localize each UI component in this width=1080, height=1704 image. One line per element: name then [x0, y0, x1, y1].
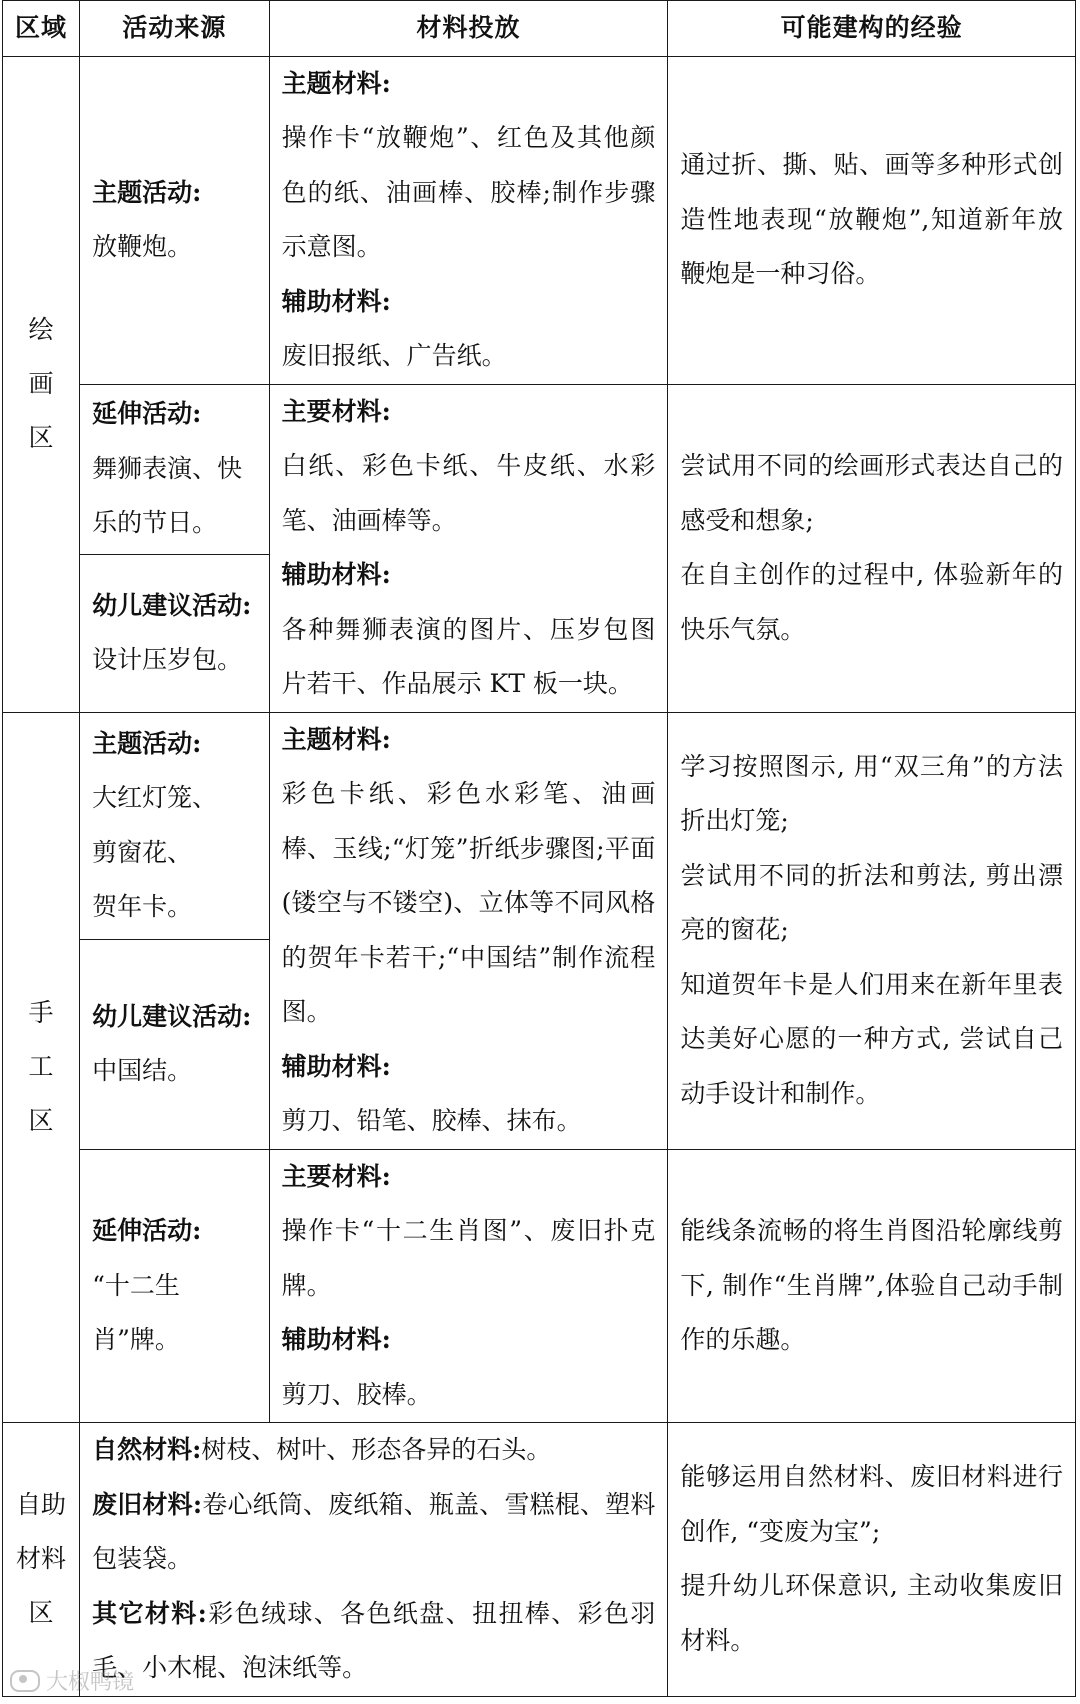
area-char: 区	[28, 1598, 54, 1628]
materials-cell	[269, 1149, 668, 1423]
materials-cell	[269, 712, 668, 1149]
materials-label: 辅助材料:	[281, 286, 391, 316]
area-drawing	[3, 56, 80, 712]
area-char: 材料	[16, 1544, 67, 1574]
header-area: 区域	[3, 1, 80, 57]
watermark-text: 大椒鸭镜	[46, 1670, 135, 1695]
source-label: 主题活动:	[92, 728, 202, 758]
header-experience: 可能建构的经验	[668, 1, 1076, 57]
header-materials: 材料投放	[269, 1, 668, 57]
materials-cell	[80, 1423, 668, 1697]
watermark-logo-icon	[10, 1670, 40, 1692]
materials-cell	[269, 384, 668, 712]
source-label: 幼儿建议活动:	[92, 1001, 252, 1031]
table-row	[3, 1149, 1076, 1423]
experience-cell	[668, 384, 1076, 712]
watermark	[10, 1665, 134, 1696]
table-row	[3, 1423, 1076, 1697]
source-text: “十二生肖”牌。	[92, 1270, 180, 1354]
materials-text: 剪刀、胶棒。	[281, 1379, 432, 1409]
materials-label: 废旧材料:	[92, 1489, 203, 1519]
area-char: 工	[28, 1052, 54, 1082]
source-cell	[80, 554, 269, 712]
source-cell	[80, 712, 269, 939]
source-text: 放鞭炮。	[92, 232, 193, 261]
area-char: 手	[28, 998, 54, 1028]
materials-label: 辅助材料:	[281, 1051, 391, 1081]
source-label: 延伸活动:	[92, 399, 202, 429]
source-label: 延伸活动:	[92, 1216, 202, 1245]
materials-text: 树枝、树叶、形态各异的石头。	[201, 1435, 552, 1464]
experience-cell	[668, 712, 1076, 1149]
materials-label: 主题材料:	[281, 724, 391, 754]
experience-text: 提升幼儿环保意识, 主动收集废旧材料。	[680, 1571, 1063, 1655]
materials-text: 彩色卡纸、彩色水彩笔、油画棒、玉线;“灯笼”折纸步骤图;平面(镂空与不镂空)、立体等不同风格的贺年卡若干;“中国结”制作流程图。	[281, 779, 656, 1026]
area-char: 自助	[16, 1490, 67, 1520]
activity-plan-table	[2, 0, 1076, 1697]
source-cell	[80, 1149, 269, 1423]
experience-cell	[668, 1423, 1076, 1697]
materials-text: 彩色绒球、各色纸盘、扭扭棒、彩色羽毛、小木棍、泡沫纸等。	[92, 1598, 656, 1682]
area-char: 画	[28, 369, 54, 398]
materials-text: 操作卡“十二生肖图”、废旧扑克牌。	[281, 1216, 656, 1300]
experience-text: 知道贺年卡是人们用来在新年里表达美好心愿的一种方式, 尝试自己动手设计和制作。	[680, 969, 1063, 1108]
materials-text: 剪刀、铅笔、胶棒、抹布。	[281, 1106, 582, 1135]
source-text: 中国结。	[92, 1056, 193, 1086]
area-char: 区	[28, 423, 54, 452]
area-char: 区	[28, 1106, 54, 1136]
experience-cell	[668, 56, 1076, 384]
source-text: 剪窗花、	[92, 837, 193, 867]
source-text: 贺年卡。	[92, 892, 193, 922]
experience-text: 能线条流畅的将生肖图沿轮廓线剪下, 制作“生肖牌”,体验自己动手制作的乐趣。	[680, 1216, 1063, 1354]
source-cell	[80, 56, 269, 384]
area-selfhelp	[3, 1423, 80, 1697]
experience-text: 尝试用不同的绘画形式表达自己的感受和想象;	[680, 451, 1063, 535]
materials-cell	[269, 56, 668, 384]
source-cell	[80, 939, 269, 1149]
experience-text: 在自主创作的过程中, 体验新年的快乐气氛。	[680, 560, 1063, 644]
area-handcraft	[3, 712, 80, 1423]
materials-label: 自然材料:	[92, 1435, 202, 1464]
experience-text: 学习按照图示, 用“双三角”的方法折出灯笼;	[680, 751, 1063, 836]
materials-text: 各种舞狮表演的图片、压岁包图片若干、作品展示 KT 板一块。	[281, 614, 656, 698]
materials-label: 辅助材料:	[281, 1325, 391, 1354]
experience-text: 能够运用自然材料、废旧材料进行创作, “变废为宝”;	[680, 1462, 1063, 1546]
source-label: 主题活动:	[92, 177, 202, 207]
materials-label: 主要材料:	[281, 396, 391, 426]
source-text: 大红灯笼、	[92, 783, 218, 813]
materials-label: 辅助材料:	[281, 560, 391, 589]
experience-text: 通过折、撕、贴、画等多种形式创造性地表现“放鞭炮”,知道新年放鞭炮是一种习俗。	[680, 150, 1063, 289]
experience-cell	[668, 1149, 1076, 1423]
materials-label: 主题材料:	[281, 68, 391, 98]
materials-text: 白纸、彩色卡纸、牛皮纸、水彩笔、油画棒等。	[281, 451, 656, 535]
header-source: 活动来源	[80, 1, 269, 57]
source-text: 舞狮表演、快乐的节日。	[92, 453, 243, 538]
table-row	[3, 712, 1076, 939]
materials-text: 卷心纸筒、废纸箱、瓶盖、雪糕棍、塑料包装袋。	[92, 1489, 656, 1573]
materials-text: 操作卡“放鞭炮”、红色及其他颜色的纸、油画棒、胶棒;制作步骤示意图。	[281, 123, 656, 261]
area-char: 绘	[28, 315, 54, 344]
materials-text: 废旧报纸、广告纸。	[281, 341, 507, 370]
materials-label: 主要材料:	[281, 1161, 391, 1191]
table-row	[3, 384, 1076, 554]
experience-text: 尝试用不同的折法和剪法, 剪出漂亮的窗花;	[680, 860, 1063, 945]
materials-label: 其它材料:	[92, 1598, 207, 1628]
table-row	[3, 56, 1076, 384]
source-label: 幼儿建议活动:	[92, 590, 252, 620]
source-text: 设计压岁包。	[92, 645, 243, 675]
source-cell	[80, 384, 269, 554]
header-row	[3, 1, 1076, 57]
